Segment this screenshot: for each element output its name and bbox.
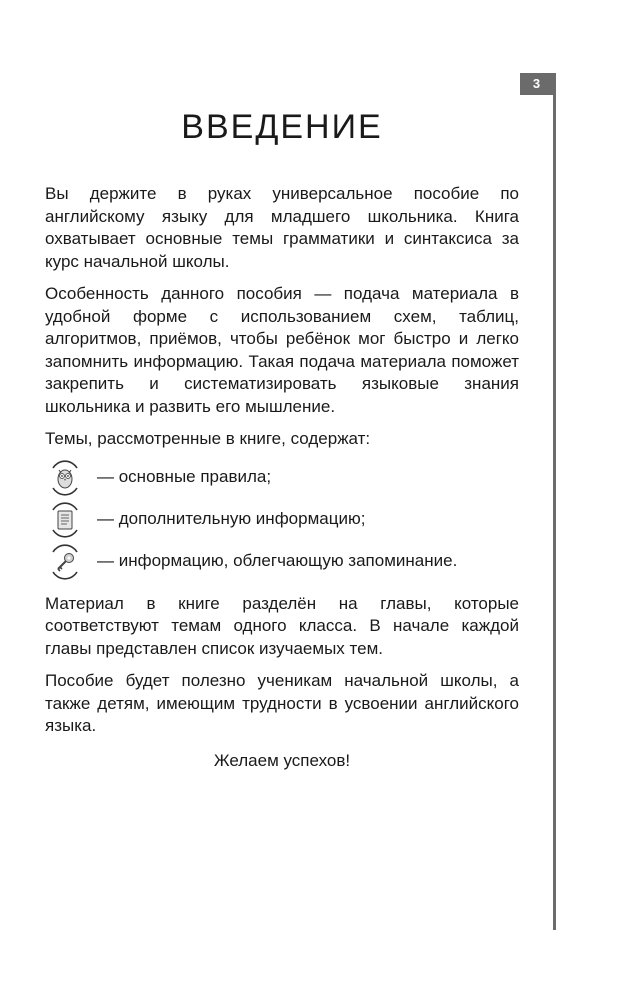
owl-icon: [45, 458, 85, 498]
legend-item-memorize: [45, 541, 519, 583]
audience-paragraph: Пособие будет полезно ученикам начальной школы, а также детям, имеющим трудности в усвоении английского языка.: [45, 671, 519, 735]
key-icon: [45, 542, 85, 582]
closing-line: Желаем успехов!: [213, 750, 351, 770]
intro-paragraph: Вы держите в руках универсальное пособие по английскому языку для младшего школьника. Книга охватывает основные темы грамматики и синтаксиса за курс начальной школы.: [45, 184, 519, 271]
page-side-rule: [553, 73, 556, 930]
legend-intro: Темы, рассмотренные в книге, содержат:: [45, 429, 371, 448]
legend-item-additional: [45, 499, 519, 541]
notebook-icon: [45, 500, 85, 540]
page-number: 3: [520, 73, 553, 95]
legend-text-rules: — основные правила;: [97, 467, 272, 487]
page-title: ВВЕДЕНИЕ: [181, 108, 383, 146]
chapters-paragraph: Материал в книге разделён на главы, которые соответствуют темам одного класса. В начале каждой главы представлен список изучаемых тем.: [45, 593, 519, 658]
legend-item-rules: [45, 457, 519, 499]
legend-text-memorize: — информацию, облегчающую запоминание.: [97, 551, 458, 571]
legend-text-additional: — дополнительную информацию;: [97, 509, 366, 529]
page-content: [45, 183, 519, 789]
features-paragraph: Особенность данного пособия — подача материала в удобной форме с использованием схем, таблиц, алгоритмов, приёмов, чтобы ребёнок мог быстро и легко запомнить информацию. Такая подача материала поможет закрепить и систематизировать языковые знания школьника и развить его мышление.: [45, 284, 519, 416]
